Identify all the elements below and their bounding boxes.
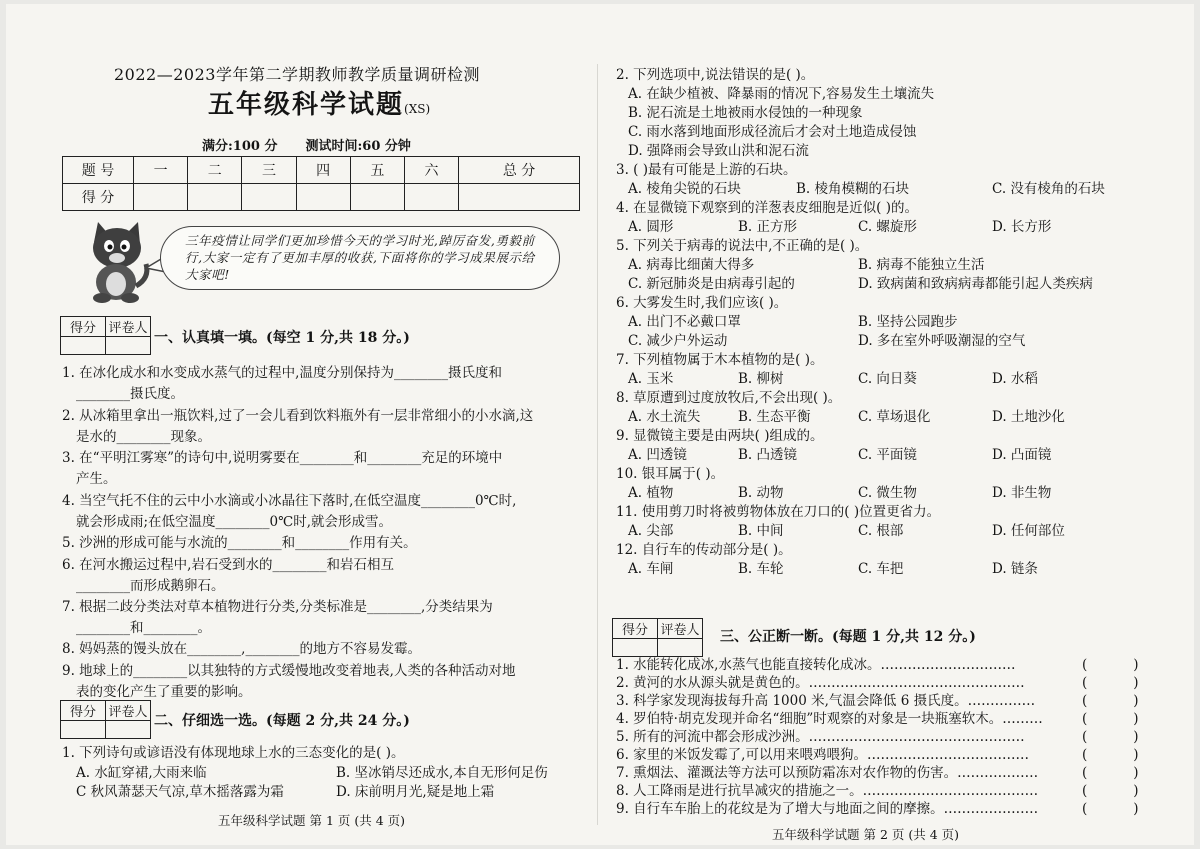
option[interactable]: C. 车把 <box>858 561 904 577</box>
option[interactable]: A. 水缸穿裙,大雨来临 <box>76 765 207 781</box>
grader-box-3 <box>612 618 703 657</box>
option[interactable]: C. 螺旋形 <box>858 219 917 235</box>
option[interactable]: A. 植物 <box>628 485 674 501</box>
score-blank[interactable] <box>296 184 350 211</box>
question-stem: 9. 显微镜主要是由两块( )组成的。 <box>616 428 824 444</box>
question-stem: 2. 下列选项中,说法错误的是( )。 <box>616 67 815 83</box>
answer-paren[interactable]: ( ) <box>1082 693 1139 709</box>
option[interactable]: C. 平面镜 <box>858 447 917 463</box>
judge-item: 4. 罗伯特·胡克发现并命名“细胞”时观察的对象是一块瓶塞软木。……… <box>616 711 1043 727</box>
question-stem: 6. 大雾发生时,我们应该( )。 <box>616 295 788 311</box>
score-table <box>62 156 580 211</box>
option[interactable]: A. 玉米 <box>628 371 674 387</box>
option[interactable]: C. 微生物 <box>858 485 917 501</box>
exam-meta <box>202 138 439 156</box>
option[interactable]: D. 水稻 <box>992 371 1038 387</box>
option[interactable]: B. 病毒不能独立生活 <box>858 257 985 273</box>
question-stem: 8. 草原遭到过度放牧后,不会出现( )。 <box>616 390 842 406</box>
grader-name-blank[interactable] <box>106 721 151 739</box>
option[interactable]: B. 生态平衡 <box>738 409 811 425</box>
fill-line: ________摄氏度。 <box>76 386 184 402</box>
question-stem: 10. 银耳属于( )。 <box>616 466 725 482</box>
page-footer-right: 五年级科学试题 第 2 页 (共 4 页) <box>772 827 960 842</box>
option[interactable]: A. 出门不必戴口罩 <box>628 314 741 330</box>
fill-line: ________而形成鹅卵石。 <box>76 578 225 594</box>
score-cell: 六 <box>404 157 458 184</box>
grader-name-label: 评卷人 <box>658 619 703 639</box>
grader-name-blank[interactable] <box>658 639 703 657</box>
fill-line: 就会形成雨;在低空温度________0℃时,就会形成雪。 <box>76 514 393 530</box>
option[interactable]: D. 任何部位 <box>992 523 1065 539</box>
score-cell: 二 <box>188 157 242 184</box>
grader-box-2 <box>60 700 151 739</box>
answer-paren[interactable]: ( ) <box>1082 783 1139 799</box>
option[interactable]: B. 棱角模糊的石块 <box>796 181 910 197</box>
judge-item: 5. 所有的河流中都会形成沙洲。………………………………………… <box>616 729 1025 745</box>
page-footer-left: 五年级科学试题 第 1 页 (共 4 页) <box>218 813 406 828</box>
option[interactable]: B. 泥石流是土地被雨水侵蚀的一种现象 <box>628 105 863 121</box>
option[interactable]: C. 根部 <box>858 523 904 539</box>
judge-item: 8. 人工降雨是进行抗旱减灾的措施之一。………………………………… <box>616 783 1039 799</box>
fill-line: 是水的________现象。 <box>76 429 211 445</box>
test-time: 测试时间:60 分钟 <box>305 139 411 154</box>
option[interactable]: B. 中间 <box>738 523 784 539</box>
judge-item: 9. 自行车车胎上的花纹是为了增大与地面之间的摩擦。………………… <box>616 801 1039 817</box>
option[interactable]: A. 车闸 <box>628 561 674 577</box>
judge-item: 7. 熏烟法、灌溉法等方法可以预防霜冻对农作物的伤害。……………… <box>616 765 1039 781</box>
answer-paren[interactable]: ( ) <box>1082 675 1139 691</box>
answer-paren[interactable]: ( ) <box>1082 729 1139 745</box>
speech-bubble <box>160 226 560 290</box>
option[interactable]: B. 凸透镜 <box>738 447 798 463</box>
score-cell: 三 <box>242 157 296 184</box>
option[interactable]: D. 强降雨会导致山洪和泥石流 <box>628 143 809 159</box>
section1-title: 一、认真填一填。(每空 1 分,共 18 分。) <box>154 330 410 346</box>
judge-item: 1. 水能转化成冰,水蒸气也能直接转化成冰。………………………… <box>616 657 1016 673</box>
option[interactable]: C. 没有棱角的石块 <box>992 181 1105 197</box>
full-score: 满分:100 分 <box>202 139 278 154</box>
option[interactable]: B. 柳树 <box>738 371 784 387</box>
option[interactable]: A. 棱角尖锐的石块 <box>628 181 741 197</box>
score-blank[interactable] <box>188 184 242 211</box>
option[interactable]: B. 坚冰销尽还成水,本自无形何足伤 <box>336 765 548 781</box>
page-1 <box>6 4 596 845</box>
answer-paren[interactable]: ( ) <box>1082 801 1139 817</box>
option[interactable]: A. 圆形 <box>628 219 674 235</box>
exam-paper <box>6 4 1194 845</box>
answer-paren[interactable]: ( ) <box>1082 765 1139 781</box>
option[interactable]: C. 雨水落到地面形成径流后才会对土地造成侵蚀 <box>628 124 917 140</box>
option[interactable]: D. 多在室外呼吸潮湿的空气 <box>858 333 1026 349</box>
question-stem: 5. 下列关于病毒的说法中,不正确的是( )。 <box>616 238 869 254</box>
subject-title <box>208 90 431 120</box>
option[interactable]: A. 尖部 <box>628 523 674 539</box>
score-blank[interactable] <box>350 184 404 211</box>
option[interactable]: C. 减少户外运动 <box>628 333 728 349</box>
score-blank[interactable] <box>404 184 458 211</box>
score-table-header-row <box>63 157 580 184</box>
question-stem: 12. 自行车的传动部分是( )。 <box>616 542 792 558</box>
option[interactable]: A. 凹透镜 <box>628 447 687 463</box>
fill-line: 7. 根据二歧分类法对草本植物进行分类,分类标准是________,分类结果为 <box>62 599 493 615</box>
option[interactable]: D. 凸面镜 <box>992 447 1052 463</box>
page-divider <box>597 64 598 825</box>
grader-score-blank[interactable] <box>613 639 658 657</box>
question-stem: 3. ( )最有可能是上游的石块。 <box>616 162 797 178</box>
option[interactable]: C. 向日葵 <box>858 371 917 387</box>
option[interactable]: D. 床前明月光,疑是地上霜 <box>336 784 495 800</box>
score-cell: 得 分 <box>63 184 134 211</box>
score-cell: 题 号 <box>63 157 134 184</box>
fill-line: 1. 在冰化成水和水变成水蒸气的过程中,温度分别保持为________摄氏度和 <box>62 365 502 381</box>
option[interactable]: A. 在缺少植被、降暴雨的情况下,容易发生土壤流失 <box>628 86 935 102</box>
section2-title: 二、仔细选一选。(每题 2 分,共 24 分。) <box>154 713 410 729</box>
grader-name-label: 评卷人 <box>106 317 151 337</box>
grader-score-label: 得分 <box>613 619 658 639</box>
section3-title: 三、公正断一断。(每题 1 分,共 12 分。) <box>720 629 976 645</box>
fill-line: 6. 在河水搬运过程中,岩石受到水的________和岩石相互 <box>62 557 394 573</box>
judge-item: 2. 黄河的水从源头就是黄色的。………………………………………… <box>616 675 1025 691</box>
score-table-score-row <box>63 184 580 211</box>
question-stem: 1. 下列诗句或谚语没有体现地球上水的三态变化的是( )。 <box>62 745 405 761</box>
fill-line: ________和________。 <box>76 620 211 636</box>
option[interactable]: B. 坚持公园跑步 <box>858 314 958 330</box>
option[interactable]: B. 动物 <box>738 485 784 501</box>
option[interactable]: A. 病毒比细菌大得多 <box>628 257 755 273</box>
judge-item: 3. 科学家发现海拔每升高 1000 米,气温会降低 6 摄氏度。…………… <box>616 693 1036 709</box>
grader-score-blank[interactable] <box>61 337 106 355</box>
question-stem: 11. 使用剪刀时将被剪物体放在刀口的( )位置更省力。 <box>616 504 941 520</box>
grader-score-blank[interactable] <box>61 721 106 739</box>
option[interactable]: D. 土地沙化 <box>992 409 1065 425</box>
fill-line: 8. 妈妈蒸的馒头放在________,________的地方不容易发霉。 <box>62 641 421 657</box>
option[interactable]: C. 新冠肺炎是由病毒引起的 <box>628 276 795 292</box>
option[interactable]: C 秋风萧瑟天气凉,草木摇落露为霜 <box>76 784 284 800</box>
question-stem: 7. 下列植物属于木本植物的是( )。 <box>616 352 824 368</box>
subject-code: (XS) <box>404 102 431 116</box>
question-stem: 4. 在显微镜下观察到的洋葱表皮细胞是近似( )的。 <box>616 200 918 216</box>
score-cell: 总 分 <box>459 157 580 184</box>
option[interactable]: D. 长方形 <box>992 219 1052 235</box>
answer-paren[interactable]: ( ) <box>1082 657 1139 673</box>
option[interactable]: D. 链条 <box>992 561 1038 577</box>
option[interactable]: D. 非生物 <box>992 485 1052 501</box>
fill-line: 表的变化产生了重要的影响。 <box>76 684 252 700</box>
option[interactable]: B. 车轮 <box>738 561 784 577</box>
subject-title-text: 五年级科学试题 <box>208 90 405 120</box>
page-2 <box>602 4 1194 845</box>
score-cell: 五 <box>350 157 404 184</box>
fill-line: 4. 当空气托不住的云中小水滴或小冰晶往下落时,在低空温度________0℃时, <box>62 493 517 509</box>
option[interactable]: B. 正方形 <box>738 219 798 235</box>
fill-line: 产生。 <box>76 471 117 487</box>
answer-paren[interactable]: ( ) <box>1082 747 1139 763</box>
option[interactable]: A. 水土流失 <box>628 409 701 425</box>
answer-paren[interactable]: ( ) <box>1082 711 1139 727</box>
score-cell: 四 <box>296 157 350 184</box>
grader-box-1 <box>60 316 151 355</box>
grader-name-label: 评卷人 <box>106 701 151 721</box>
fill-line: 2. 从冰箱里拿出一瓶饮料,过了一会儿看到饮料瓶外有一层非常细小的小水滴,这 <box>62 408 534 424</box>
fill-line: 9. 地球上的________以其独特的方式缓慢地改变着地表,人类的各种活动对地 <box>62 663 516 679</box>
judge-item: 6. 家里的米饭发霉了,可以用来喂鸡喂狗。……………………………… <box>616 747 1029 763</box>
grader-name-blank[interactable] <box>106 337 151 355</box>
score-blank[interactable] <box>242 184 296 211</box>
cat-mascot-icon <box>80 220 154 304</box>
score-blank[interactable] <box>459 184 580 211</box>
grader-score-label: 得分 <box>61 317 106 337</box>
grader-score-label: 得分 <box>61 701 106 721</box>
fill-line: 5. 沙洲的形成可能与水流的________和________作用有关。 <box>62 535 417 551</box>
score-blank[interactable] <box>134 184 188 211</box>
option[interactable]: D. 致病菌和致病病毒都能引起人类疾病 <box>858 276 1093 292</box>
fill-line: 3. 在“平明江雾寒”的诗句中,说明雾要在________和________充足的环境中 <box>62 450 503 466</box>
exam-title: 2022—2023学年第二学期教师教学质量调研检测 <box>114 65 480 84</box>
option[interactable]: C. 草场退化 <box>858 409 931 425</box>
speech-bubble-text: 三年疫情让同学们更加珍惜今天的学习时光,踔厉奋发,勇毅前行,大家一定有了更加丰厚的收获,下面将你的学习成果展示给大家吧! <box>185 233 535 282</box>
score-cell: 一 <box>134 157 188 184</box>
